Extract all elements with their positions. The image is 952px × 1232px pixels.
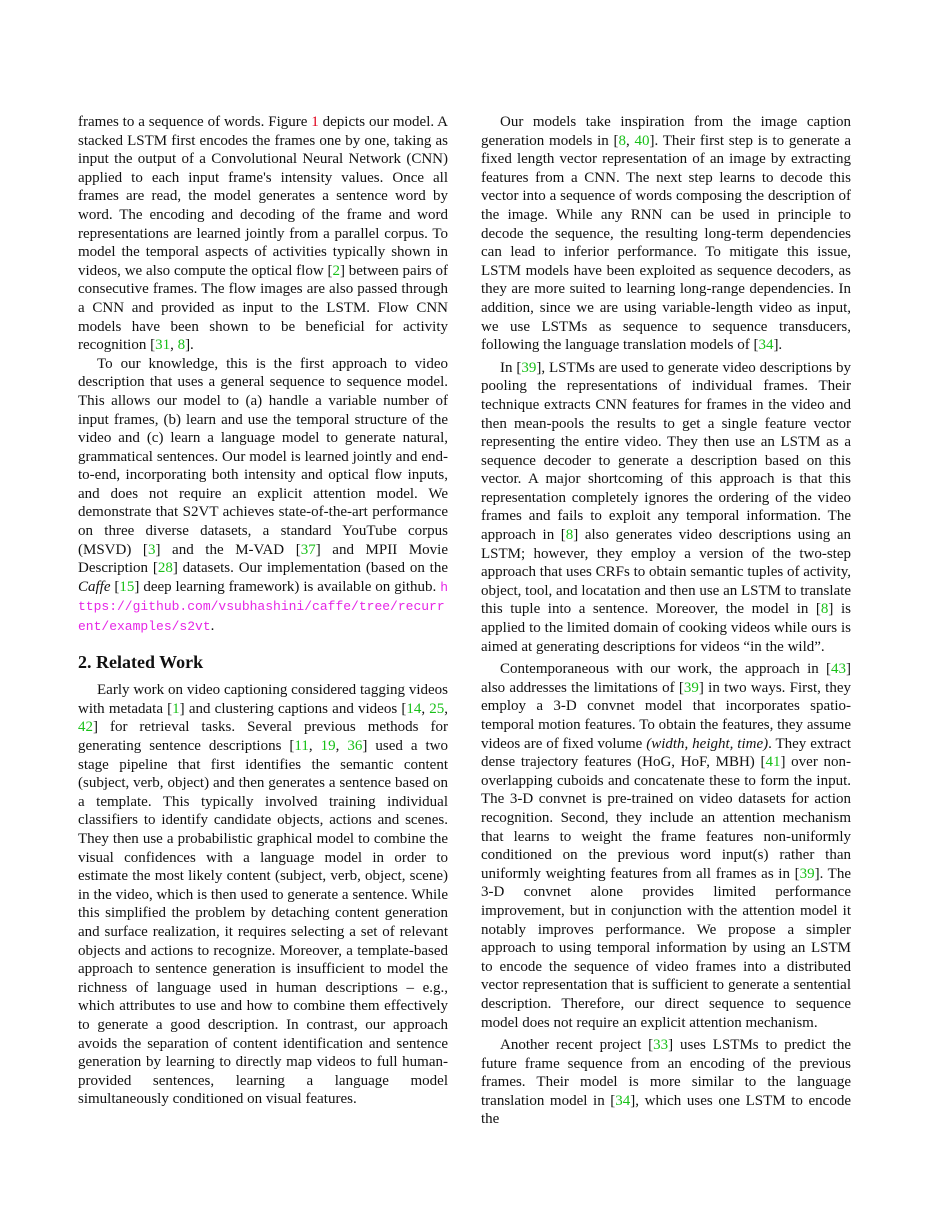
citation-link[interactable]: 3 <box>147 541 156 558</box>
section-body <box>78 681 448 1109</box>
citation-link[interactable]: 39 <box>521 359 537 376</box>
text: ] deep learning framework) is available on github. <box>134 578 441 595</box>
github-url-link[interactable]: https://github.com/vsubhashini/caffe/tree/recurrent/examples/s2vt <box>78 579 449 635</box>
text: ] over non-overlapping cuboids and concatenate these to form the input. The 3-D convnet is pre-trained on video datasets for action recognition. Second, they include an attention mechanism that learns to weight the frame features non-uniformly conditioned on the previous word input(s) rather than uniformly weighting features from all frames as in [ <box>481 754 851 882</box>
citation-link[interactable]: 39 <box>683 679 699 696</box>
left-column <box>78 113 448 1109</box>
citation-link[interactable]: 42 <box>78 719 93 736</box>
right-column <box>481 113 851 1129</box>
text: ] uses LSTMs to predict the future frame sequence from an encoding of the previous frames. Their model is more similar to the language translation model in [ <box>481 1037 851 1109</box>
paragraph <box>481 359 851 657</box>
text: In [ <box>500 359 522 376</box>
text: ] is applied to the limited domain of cooking videos while ours is aimed at generating descriptions for videos “in the wild”. <box>481 601 851 655</box>
text: , <box>421 700 430 717</box>
caffe-name: Caffe <box>78 578 111 595</box>
text: ] and MPII Movie Description [ <box>78 541 448 577</box>
paragraph <box>78 113 448 355</box>
citation-link[interactable]: 8 <box>820 601 829 618</box>
citation-link[interactable]: 31 <box>155 337 171 354</box>
paragraph <box>481 113 851 355</box>
text: frames to a sequence of words. Figure <box>78 114 312 130</box>
text: ]. Their first step is to generate a fixed length vector representation of an image by extracting features from a CNN. The next step learns to decode this vector into a sequence of words composing the description of the image. While any RNN can be used in principle to decode the sequence, the resulting long-term dependencies can lead to inferior performance. To mitigate this issue, LSTM models have been exploited as sequence decoders, as they are more suited to learning long-range dependencies. In addition, since we are using variable-length video as input, we use LSTMs as sequence to sequence transducers, following the language translation models of [ <box>481 132 852 354</box>
text: ] between pairs of consecutive frames. The flow images are also passed through a CNN and provided as input to the LSTM. Flow CNN models have been shown to be beneficial for activity recognition [ <box>78 262 448 354</box>
text: ] used a two stage pipeline that first identifies the semantic content (subject, verb, object) and then generates a sentence based on a template. This typically involved training individual classifiers to identify candidate objects, actions and scenes. They then use a probabilistic graphical model to combine the visual confidences with a language model in order to estimate the most likely content (subject, verb, object, scene) in the video, which is then used to generate a sentence. While this simplified the problem by detaching content generation and surface realization, it requires selecting a set of relevant objects and actions to recognize. Moreover, a template-based approach to sentence generation is insufficient to model the richness of language used in human descriptions – e.g., which attributes to use and how to combine them effectively to generate a good description. In contrast, our approach avoids the separation of content identification and sentence generation by learning to directly map videos to full human-provided sentences, learning a language model simultaneously conditioned on visual features. <box>78 738 449 1108</box>
volume-dims: (width, height, time) <box>646 735 769 752</box>
text: ] and the M-VAD [ <box>155 541 301 558</box>
text: ]. <box>773 337 783 354</box>
text: Another recent project [ <box>500 1037 654 1054</box>
text: ] for retrieval tasks. Several previous methods for generating sentence descriptions [ <box>78 719 448 754</box>
text: ], LSTMs are used to generate video descriptions by pooling the representations of individual frames. Their technique extracts CNN features for frames in the video and then mean-pools the results to get a single feature vector representing the entire video. They then use an LSTM as a sequence decoder to generate a description based on this vector. A major shortcoming of this approach is that this representation completely ignores the ordering of the video frames and fails to exploit any temporal information. The approach in [ <box>481 359 852 544</box>
text: ] and clustering captions and videos [ <box>179 700 407 717</box>
citation-link[interactable]: 25 <box>429 700 445 717</box>
text: , <box>626 132 635 149</box>
citation-link[interactable]: 39 <box>799 865 815 882</box>
text: ]. <box>185 337 194 354</box>
citation-link[interactable]: 34 <box>758 337 774 354</box>
citation-link[interactable]: 8 <box>565 527 574 544</box>
paragraph <box>78 355 448 637</box>
citation-link[interactable]: 34 <box>615 1092 631 1109</box>
paragraph <box>481 660 851 1032</box>
citation-link[interactable]: 19 <box>320 738 336 754</box>
text: ] datasets. Our implementation (based on the <box>172 560 448 577</box>
citation-link[interactable]: 43 <box>831 661 846 678</box>
citation-link[interactable]: 8 <box>618 132 626 149</box>
text: . <box>210 618 215 635</box>
text: , <box>308 738 321 754</box>
text: ] also addresses the limitations of [ <box>481 661 851 696</box>
text: Our models take inspiration from the image caption generation models in [ <box>481 114 851 149</box>
citation-link[interactable]: 28 <box>157 560 173 577</box>
text: ], which uses one LSTM to encode the <box>481 1092 851 1128</box>
text: Early work on video captioning considered tagging videos with metadata [ <box>78 682 448 717</box>
citation-link[interactable]: 11 <box>294 738 309 754</box>
citation-link[interactable]: 41 <box>765 754 781 771</box>
text: Contemporaneous with our work, the approach in [ <box>500 661 831 678</box>
citation-link[interactable]: 40 <box>634 132 650 149</box>
text: [ <box>110 578 120 595</box>
text: depicts our model. A stacked LSTM first encodes the frames one by one, taking as input the output of a Convolutional Neural Network (CNN) applied to each input frame's intensity values. Once all frames are read, the model generates a sentence word by word. The encoding and decoding of the frame and word representations are learned jointly from a parallel corpus. To model the temporal aspects of activities typically shown in videos, we also compute the optical flow [ <box>78 114 448 279</box>
citation-link[interactable]: 15 <box>119 578 135 595</box>
paragraph <box>481 1036 851 1129</box>
citation-link[interactable]: 36 <box>347 738 363 754</box>
text: ] in two ways. First, they employ a 3-D convnet model that incorporates spatio-temporal motion features. To obtain the features, they assume videos are of fixed volume <box>481 679 851 752</box>
text: , <box>170 337 178 354</box>
citation-link[interactable]: 2 <box>332 262 340 279</box>
text: To our knowledge, this is the first approach to video description that uses a general sequence to sequence model. This allows our model to (a) handle a variable number of input frames, (b) learn and use the temporal structure of the video and (c) learn a language model to generate natural, grammatical sentences. Our model is learned jointly and end-to-end, incorporating both intensity and optical flow inputs, and does not require an explicit attention model. We demonstrate that S2VT achieves state-of-the-art performance on three diverse datasets, a standard YouTube corpus (MSVD) [ <box>78 355 448 558</box>
paragraph <box>78 681 448 1109</box>
citation-link[interactable]: 1 <box>172 700 180 717</box>
text: , <box>444 700 449 717</box>
citation-link[interactable]: 33 <box>653 1037 669 1054</box>
text: . They extract dense trajectory features (HoG, HoF, MBH) [ <box>481 735 851 771</box>
section-heading: 2. Related Work <box>78 651 204 672</box>
figure-ref-link[interactable]: 1 <box>311 114 319 130</box>
citation-link[interactable]: 8 <box>177 337 186 354</box>
text: , <box>335 738 348 754</box>
citation-link[interactable]: 37 <box>300 541 316 558</box>
citation-link[interactable]: 14 <box>406 700 422 717</box>
text: ] also generates video descriptions using an LSTM; however, they employ a version of the two-step approach that uses CRFs to obtain semantic tuples of activity, object, tool, and locatation and then use an LSTM to translate this tuple into a sentence. Moreover, the model in [ <box>481 527 851 618</box>
text: ]. The 3-D convnet alone provides limited performance improvement, but in conjunction with the attention model it notably improves performance. We propose a simpler approach to using temporal information by using an LSTM to encode the sequence of video frames into a distributed vector representation that is sufficient to generate a sentential description. Therefore, our direct sequence to sequence model does not require an explicit attention mechanism. <box>481 865 851 1031</box>
